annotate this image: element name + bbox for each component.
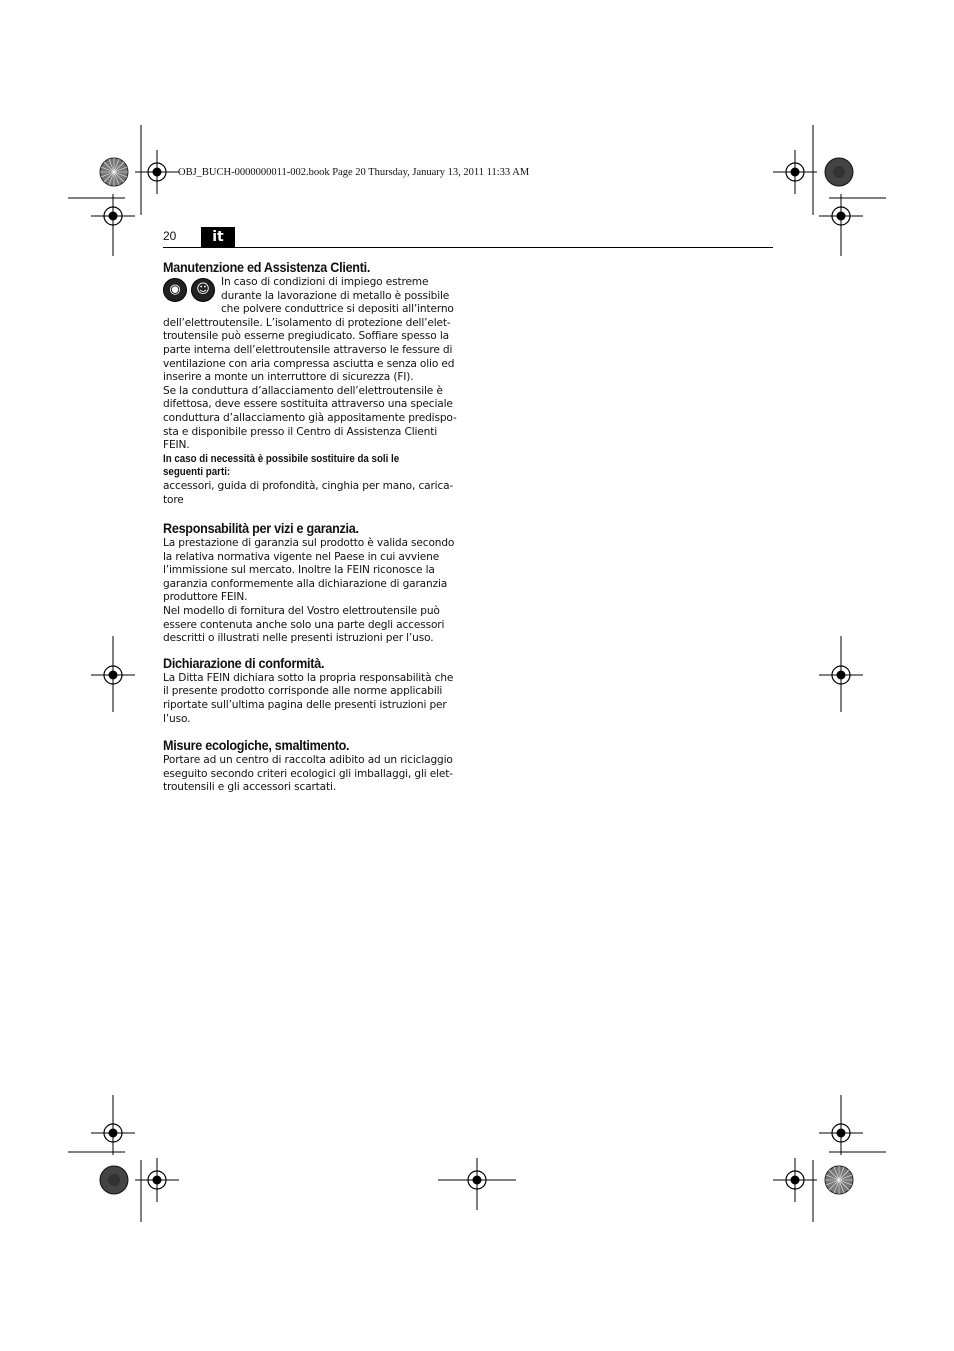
replaceable-parts-note: In caso di necessità è possibile sostituire da soli le seguenti parti: [163, 452, 400, 479]
header-rule [163, 247, 773, 248]
warranty-paragraph-2: Nel modello di fornitura del Vostro elettroutensile può essere contenuta anche solo una parte degli accessori descritti o illustrati nelle presenti istruzioni per l’uso. [163, 605, 445, 645]
warranty-paragraph-1: La prestazione di garanzia sul prodotto è valida secondo la relativa normativa vigente nel Paese in cui avviene l’immissione sul mercato. Inoltre la FEIN riconosce la garanzia conformemente alla dichiarazione di garanzia produttore FEIN. [163, 537, 455, 604]
disposal-paragraph: Portare ad un centro di raccolta adibito ad un riciclaggio eseguito secondo criteri ecologici gli imballaggi, gli elet- troutensili e gli accessori scartati. [163, 754, 453, 794]
section-warranty [163, 519, 463, 646]
maintenance-paragraph-1: In caso di condizioni di impiego estreme durante la lavorazione di metallo è possibile che polvere conduttrice si depositi all’interno dell’elettroutensile. L’isolamento di protezione dell’elet- troutensile può esserne pregiudicato. Soffiare spesso la parte interna dell’elettroutensile attraverso le fessure di ventilazione con aria compressa asciutta e senza olio ed inserire a monte un interruttore di sicurezza (FI). [163, 276, 455, 384]
page-number: 20 [163, 229, 177, 243]
language-badge: it [201, 227, 235, 247]
section-disposal [163, 736, 463, 795]
conformity-paragraph: La Ditta FEIN dichiara sotto la propria responsabilità che il presente prodotto corrisponde alle norme applicabili riportate sull’ultima pagina delle presenti istruzioni per l’uso. [163, 671, 454, 725]
eye-protection-icon: ◉ [163, 278, 187, 302]
safety-icons [163, 278, 215, 302]
section-conformity [163, 654, 463, 726]
section-title: Responsabilità per vizi e garanzia. [163, 520, 359, 537]
book-info-line: OBJ_BUCH-0000000011-002.book Page 20 Thursday, January 13, 2011 11:33 AM [178, 167, 530, 178]
dust-mask-icon: ☺ [191, 278, 215, 302]
section-maintenance [163, 258, 463, 507]
replaceable-parts-list: accessori, guida di profondità, cinghia per mano, carica- tore [163, 479, 454, 506]
section-title: Dichiarazione di conformità. [163, 654, 325, 671]
maintenance-paragraph-2: Se la conduttura d’allacciamento dell’elettroutensile è difettosa, deve essere sostituita attraverso una speciale conduttura d’allacciamento già appositamente predispo- sta e disponibile presso il Centro di Assistenza Clienti FEIN. [163, 384, 457, 452]
section-title: Misure ecologiche, smaltimento. [163, 737, 350, 754]
content-column [163, 258, 463, 795]
section-title: Manutenzione ed Assistenza Clienti. [163, 259, 371, 275]
